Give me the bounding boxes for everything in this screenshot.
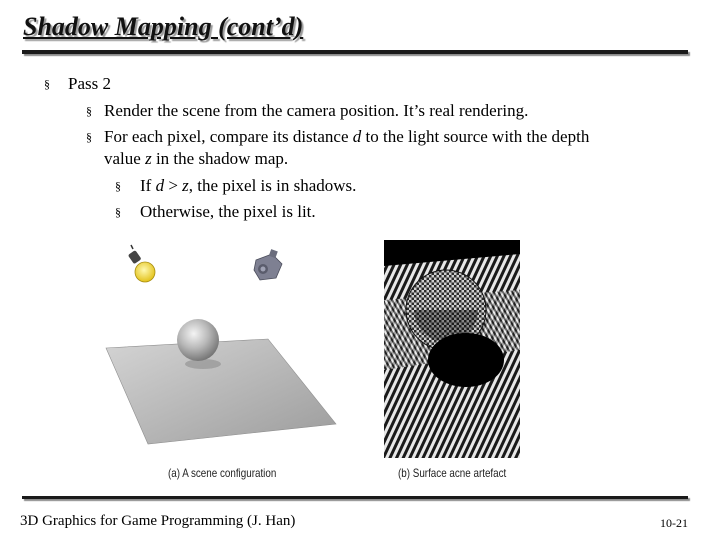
bullet-compare-line1: For each pixel, compare its distance d to the light source with the depth [104, 127, 590, 146]
bullet-marker: § [86, 130, 92, 144]
sphere [177, 319, 219, 361]
slide-title: Shadow Mapping (cont’d) [23, 12, 304, 41]
bullet-marker: § [44, 77, 50, 91]
title-divider [22, 50, 688, 54]
light-bulb-icon [128, 245, 155, 282]
bullet-marker: § [115, 205, 121, 219]
scene-configuration-figure [100, 236, 350, 466]
ground-plane [106, 339, 336, 444]
bullet-marker: § [86, 104, 92, 118]
acne-shadow [428, 333, 504, 387]
caption-scene-configuration: (a) A scene configuration [168, 466, 277, 480]
sphere-shadow [185, 359, 221, 369]
bullet-marker: § [115, 179, 121, 193]
bullet-if-shadow: If d > z, the pixel is in shadows. [140, 176, 357, 195]
page-number: 10-21 [660, 516, 688, 530]
surface-acne-figure [384, 240, 520, 458]
footer-course-title: 3D Graphics for Game Programming (J. Han) [20, 513, 296, 529]
camera-icon [254, 249, 282, 280]
bullet-compare-line2: value z in the shadow map. [104, 149, 289, 168]
caption-surface-acne: (b) Surface acne artefact [398, 466, 507, 480]
bullet-pass2: Pass 2 [68, 74, 111, 93]
bullet-render: Render the scene from the camera position. It’s real rendering. [104, 101, 529, 120]
bullet-otherwise: Otherwise, the pixel is lit. [140, 202, 316, 221]
footer-divider [22, 496, 688, 499]
